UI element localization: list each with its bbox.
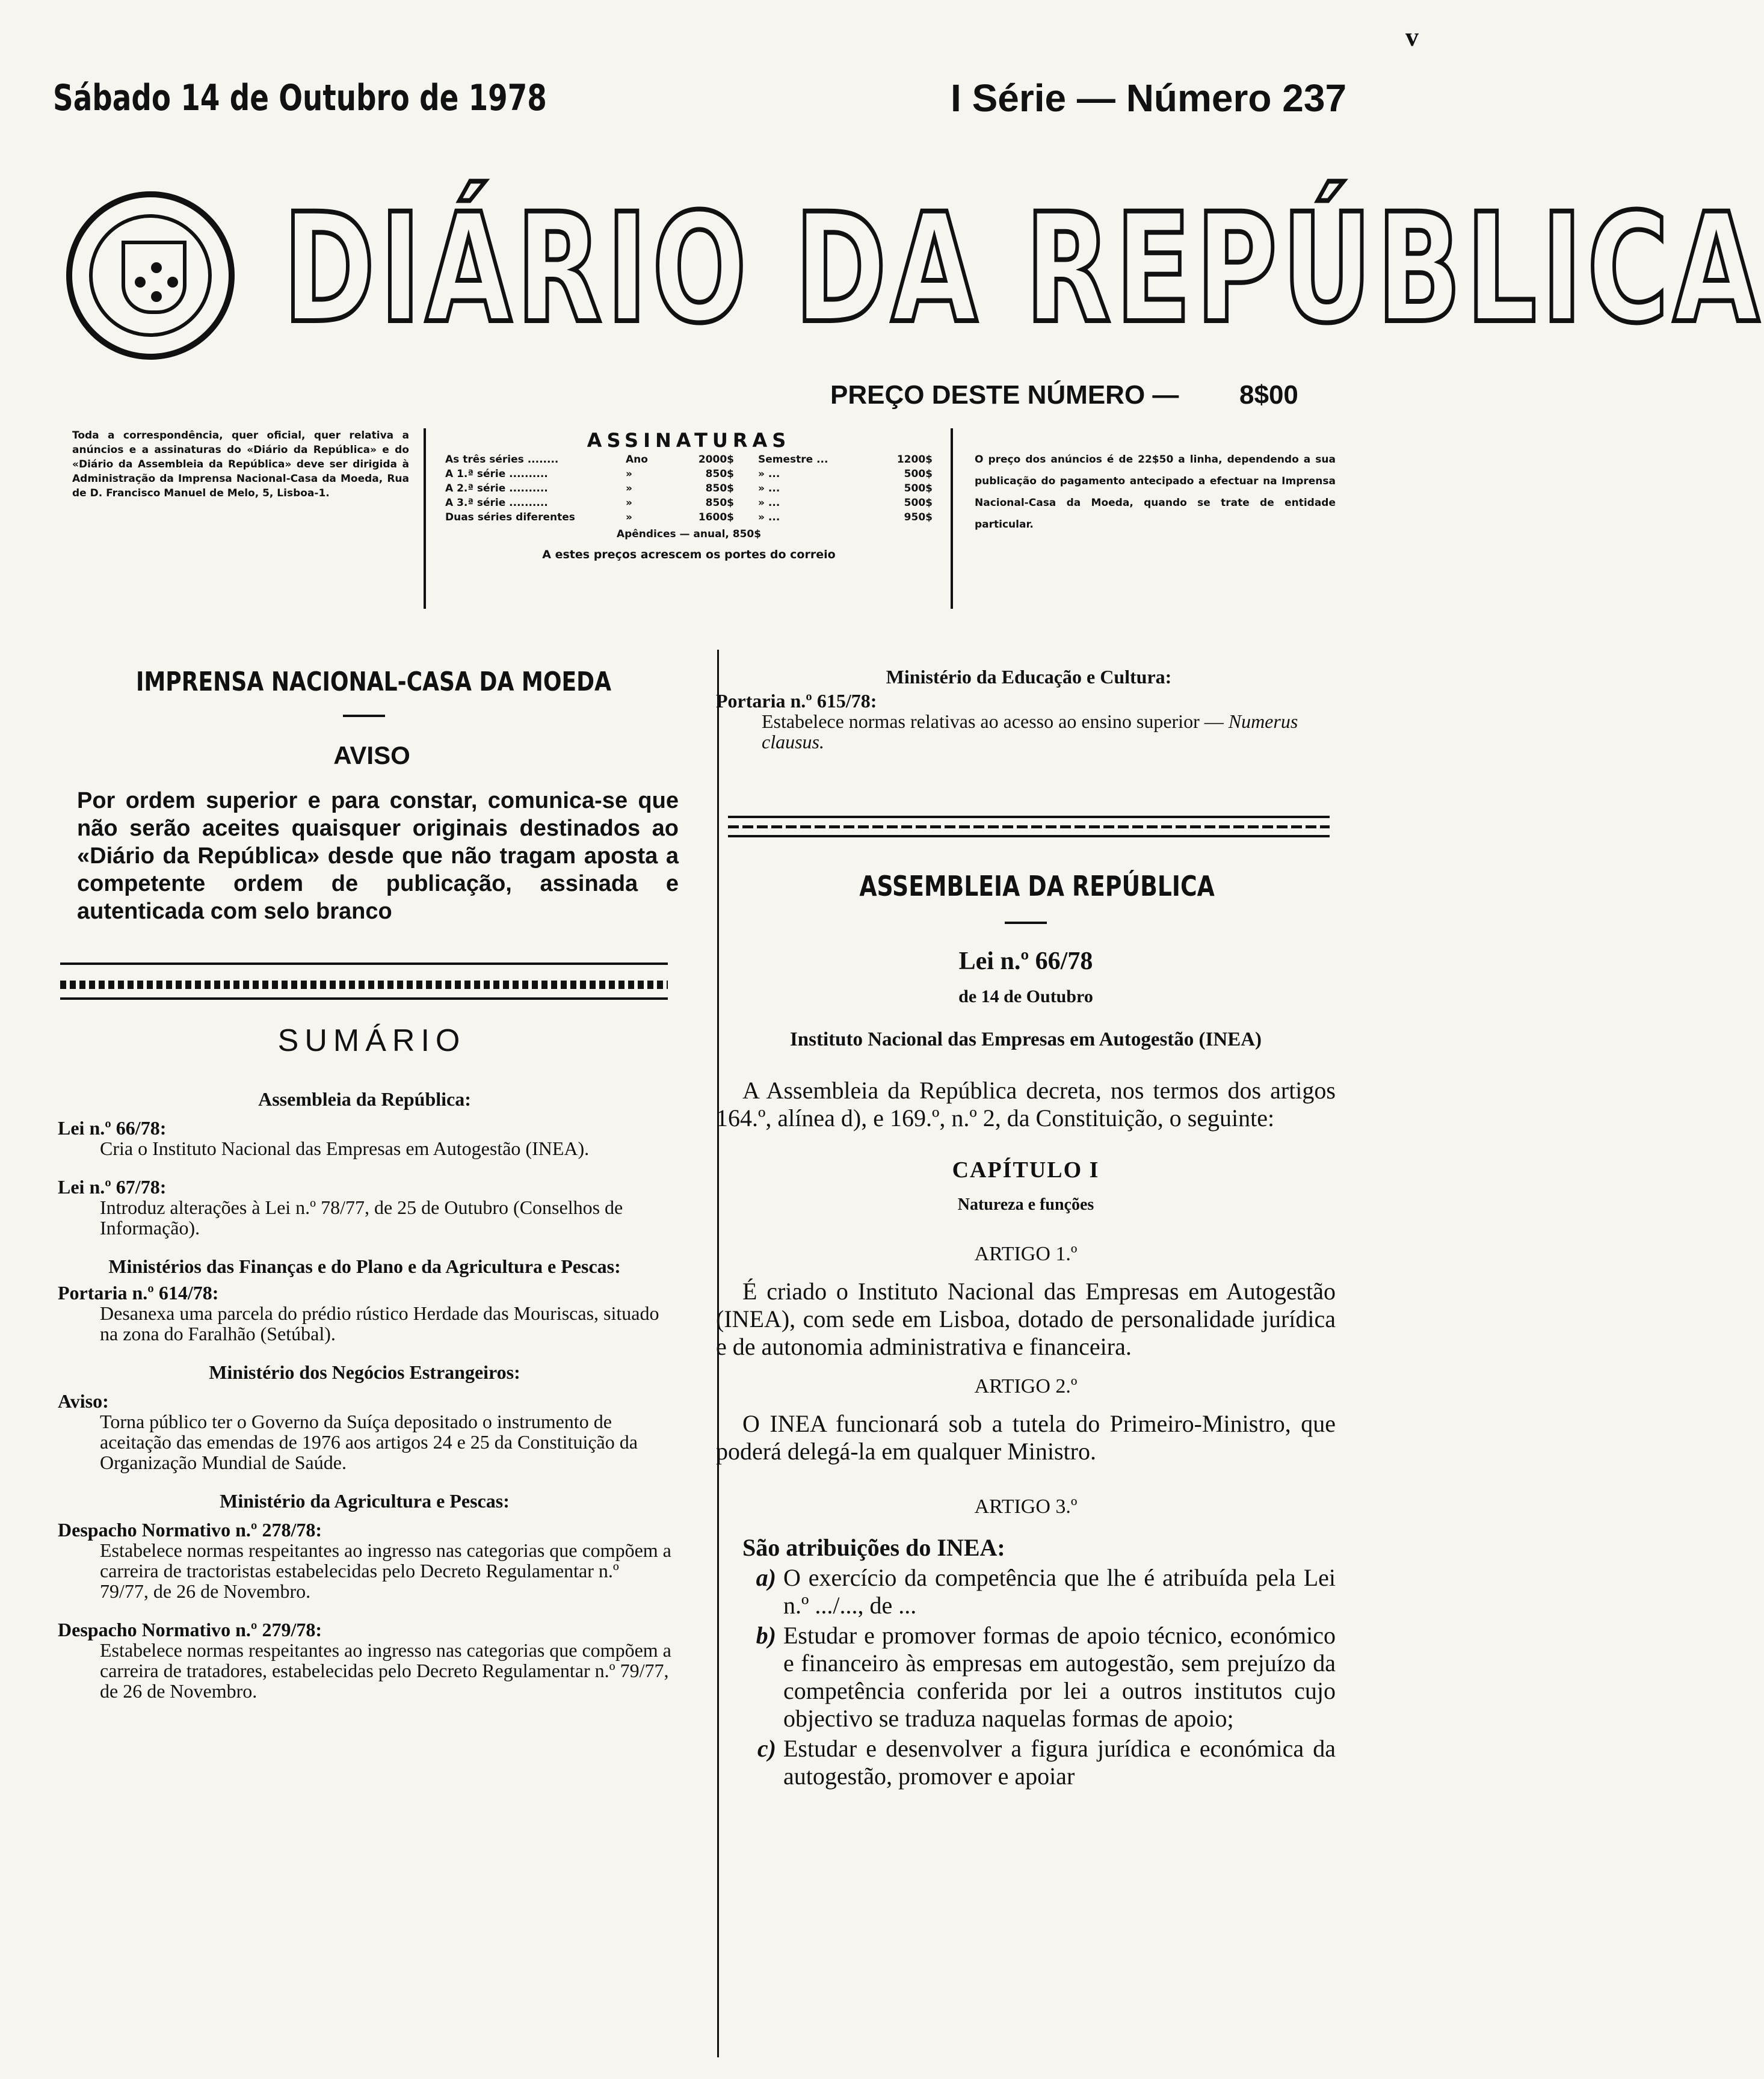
sumario-section-heading: Ministério da Agricultura e Pescas:: [220, 1490, 510, 1512]
subscription-row: [445, 510, 933, 525]
subscription-sem-label: » ...: [758, 482, 780, 494]
apendices-price: Apêndices — anual, 850$: [616, 528, 762, 540]
subscription-ano-label: Ano: [626, 454, 648, 466]
subscriptions-box: [445, 428, 933, 562]
sumario-item-ref: Lei n.º 67/78:: [58, 1176, 167, 1198]
subscription-sem: 1200$: [896, 454, 933, 466]
article-1-text: É criado o Instituto Nacional das Empresas em Autogestão (INEA), com sede em Lisboa, dotado de personalidade jurídica e de autonomia administrativa e financeira.: [716, 1278, 1336, 1360]
serie-number: I Série — Número 237: [951, 76, 1347, 120]
coat-of-arms-seal: [66, 191, 235, 360]
article-3-item-text: Estudar e promover formas de apoio técnico, económico e financeiro às empresas em autogestão, sem prejuízo da competência conferida por lei a outros institutos cujo objectivo se traduza naquelas formas de apoio;: [783, 1622, 1336, 1732]
sumario-item-text: Cria o Instituto Nacional das Empresas em Autogestão (INEA).: [100, 1138, 590, 1159]
article-2-text: O INEA funcionará sob a tutela do Primeiro-Ministro, que poderá delegá-la em qualquer Ministro.: [716, 1410, 1336, 1465]
lei-body: [716, 1077, 1336, 1790]
correspondence-info: Toda a correspondência, quer oficial, quer relativa a anúncios e a assinaturas do «Diário da República» e do «Diário da Assembleia da República» deve ser dirigida à Administração da Imprensa Nacional-Casa da Moeda, Rua de D. Francisco Manuel de Melo, 5, Lisboa-1.: [72, 430, 409, 499]
subscription-ano-label: »: [626, 468, 632, 480]
article-3-item-letter: a): [756, 1564, 776, 1591]
portaria-text-italic: Numerus clausus.: [762, 710, 1298, 753]
right-top-summary: [716, 667, 1342, 752]
sumario-item-ref: Portaria n.º 614/78:: [58, 1282, 219, 1304]
capitulo-heading: CAPÍTULO I: [952, 1157, 1100, 1183]
price-value: 8$00: [1239, 380, 1298, 410]
subscription-row: [445, 496, 933, 510]
subscription-label: A 2.ª série ..........: [445, 482, 548, 494]
sumario-item-text: Estabelece normas respeitantes ao ingresso nas categorias que compõem a carreira de tratadores, estabelecidas pelo Decreto Regulamentar n.º 79/77, de 26 de Novembro.: [100, 1639, 671, 1702]
info-divider-right: [951, 428, 953, 609]
article-3-list: [716, 1564, 1336, 1790]
rule: [728, 835, 1330, 837]
lei-intro: A Assembleia da República decreta, nos termos dos artigos 164.º, alínea d), e 169.º, n.º 2, da Constituição, o seguinte:: [716, 1077, 1336, 1132]
subscription-ano-label: »: [626, 497, 632, 509]
article-3-item: [716, 1622, 1336, 1732]
subscription-ano: 1600$: [698, 511, 734, 523]
sumario-section-heading: Assembleia da República:: [258, 1088, 471, 1110]
aviso-organization: IMPRENSA NACIONAL-CASA DA MOEDA: [135, 667, 612, 697]
subscription-sem: 950$: [904, 511, 933, 523]
article-3-intro: São atribuições do INEA:: [742, 1534, 1005, 1561]
article-3-item-letter: b): [756, 1622, 776, 1649]
ministry-heading: Ministério da Educação e Cultura:: [886, 666, 1172, 688]
price-label: PREÇO DESTE NÚMERO —: [830, 380, 1179, 410]
advertising-price-info: O preço dos anúncios é de 22$50 a linha, dependendo a sua publicação do pagamento antecipado a efectuar na Imprensa Nacional-Casa da Moeda, quando se trate de entidade particular.: [975, 454, 1336, 531]
lei-subject: Instituto Nacional das Empresas em Autogestão (INEA): [789, 1029, 1262, 1050]
article-3-item-text: O exercício da competência que lhe é atribuída pela Lei n.º .../..., de ...: [783, 1564, 1336, 1619]
lei-number: Lei n.º 66/78: [958, 947, 1093, 975]
assembleia-title: ASSEMBLEIA DA REPÚBLICA: [859, 870, 1215, 902]
sumario-item-text: Introduz alterações à Lei n.º 78/77, de 25 de Outubro (Conselhos de Informação).: [100, 1197, 623, 1239]
lei-date: de 14 de Outubro: [958, 987, 1093, 1006]
article-3-item-letter: c): [757, 1735, 776, 1762]
sumario-item-text: Torna público ter o Governo da Suíça depositado o instrumento de aceitação das emendas de 1976 aos artigos 24 e 25 da Constituição da Organização Mundial de Saúde.: [100, 1411, 638, 1473]
subscription-label: A 1.ª série ..........: [445, 468, 548, 480]
article-1-heading: ARTIGO 1.º: [974, 1243, 1078, 1265]
article-3-item: [716, 1735, 1336, 1790]
rule: [1005, 922, 1047, 924]
info-divider-left: [424, 428, 426, 609]
subscription-label: As três séries ........: [445, 454, 559, 466]
postage-note: A estes preços acrescem os portes do correio: [542, 548, 836, 561]
rule: [60, 997, 668, 1000]
subscription-ano: 2000$: [698, 454, 734, 466]
subscription-label: Duas séries diferentes: [445, 511, 575, 523]
subscription-ano-label: »: [626, 511, 632, 523]
article-2-heading: ARTIGO 2.º: [974, 1375, 1078, 1397]
portaria-text-main: Estabelece normas relativas ao acesso ao ensino superior —: [762, 710, 1229, 732]
ornament-rule: [60, 981, 668, 989]
subscription-ano-label: »: [626, 482, 632, 494]
subscriptions-title: ASSINATURAS: [587, 429, 791, 452]
subscription-ano: 850$: [705, 468, 734, 480]
masthead-title: DIÁRIO DA REPÚBLICA: [283, 181, 1764, 356]
sumario-section-heading: Ministério dos Negócios Estrangeiros:: [209, 1361, 520, 1383]
sumario-section-heading: Ministérios das Finanças e do Plano e da Agricultura e Pescas:: [108, 1255, 621, 1277]
article-3-heading: ARTIGO 3.º: [974, 1495, 1078, 1518]
subscription-row: [445, 452, 933, 467]
subscription-sem: 500$: [904, 497, 933, 509]
rule: [60, 962, 668, 965]
sumario-list: [58, 1089, 671, 1701]
subscription-sem-label: » ...: [758, 497, 780, 509]
subscription-sem-label: Semestre ...: [758, 454, 828, 466]
aviso-title: AVISO: [333, 741, 410, 769]
subscription-label: A 3.ª série ..........: [445, 497, 548, 509]
subscriptions-table: [445, 452, 933, 525]
subscription-ano: 850$: [705, 497, 734, 509]
article-3-item: [716, 1564, 1336, 1619]
rule: [728, 816, 1330, 818]
ornament-rule: [728, 825, 1330, 828]
sumario-item-ref: Lei n.º 66/78:: [58, 1117, 167, 1139]
subscription-row: [445, 467, 933, 481]
article-3-item-text: Estudar e desenvolver a figura jurídica e económica da autogestão, promover e apoiar: [783, 1735, 1336, 1790]
aviso-text: Por ordem superior e para constar, comunica-se que não serão aceites quaisquer originais destinados ao «Diário da República» desde que não tragam aposta a competente ordem de publicação, assinada e autenticada com selo branco: [77, 788, 679, 924]
capitulo-subheading: Natureza e funções: [957, 1195, 1094, 1214]
sumario-item-ref: Despacho Normativo n.º 279/78:: [58, 1619, 322, 1640]
sumario-item-ref: Aviso:: [58, 1390, 109, 1412]
sumario-item-text: Estabelece normas respeitantes ao ingresso nas categorias que compõem a carreira de tractoristas estabelecidas pelo Decreto Regulamentar n.º 79/77, de 26 de Novembro.: [100, 1539, 671, 1602]
subscription-sem-label: » ...: [758, 511, 780, 523]
portaria-text: [762, 711, 1342, 752]
subscription-sem: 500$: [904, 468, 933, 480]
page-corner-mark: v: [1405, 22, 1419, 52]
sumario-item-ref: Despacho Normativo n.º 278/78:: [58, 1519, 322, 1541]
subscription-row: [445, 481, 933, 496]
portaria-ref: Portaria n.º 615/78:: [716, 690, 877, 712]
subscription-sem-label: » ...: [758, 468, 780, 480]
issue-date: Sábado 14 de Outubro de 1978: [53, 77, 547, 119]
sumario-item-text: Desanexa uma parcela do prédio rústico Herdade das Mouriscas, situado na zona do Faralhão (Setúbal).: [100, 1302, 659, 1344]
sumario-title: SUMÁRIO: [277, 1023, 466, 1058]
rule: [343, 715, 385, 717]
subscription-sem: 500$: [904, 482, 933, 494]
subscription-ano: 850$: [705, 482, 734, 494]
